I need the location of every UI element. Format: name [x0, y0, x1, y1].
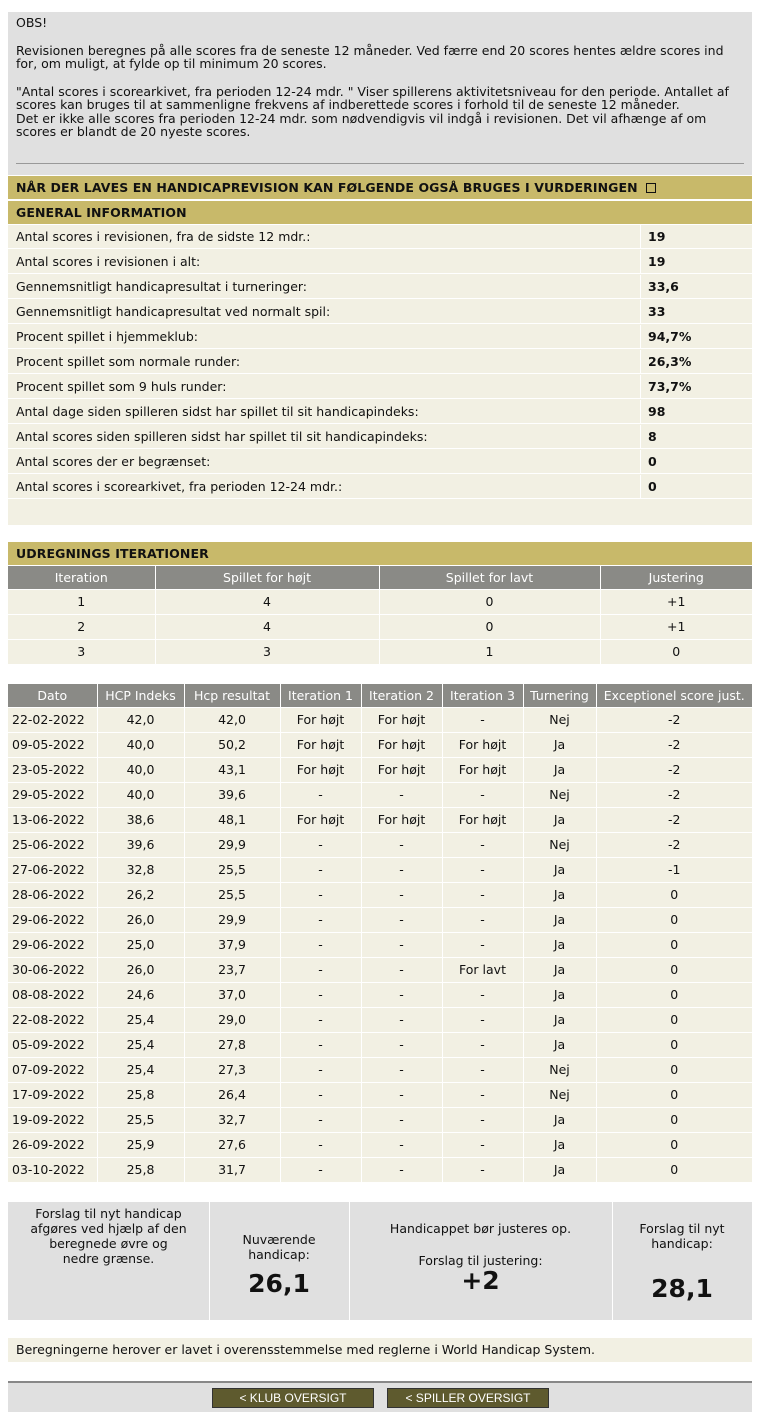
table-cell: 38,6 [97, 807, 184, 832]
table-cell: - [361, 907, 442, 932]
table-cell: 0 [379, 614, 600, 639]
table-cell: - [361, 957, 442, 982]
table-cell: - [442, 932, 523, 957]
table-cell: - [280, 1157, 361, 1182]
info-row [8, 475, 752, 499]
table-cell: - [280, 832, 361, 857]
table-cell: 22-02-2022 [8, 707, 97, 732]
table-row [8, 757, 752, 782]
info-value: 26,3% [648, 354, 692, 369]
bottom-navigation [8, 1381, 752, 1412]
table-cell: 23,7 [184, 957, 280, 982]
checkbox-icon [646, 183, 656, 193]
table-cell: For højt [361, 807, 442, 832]
table-cell: +1 [600, 614, 752, 639]
table-cell: 26-09-2022 [8, 1132, 97, 1157]
table-cell: 28-06-2022 [8, 882, 97, 907]
table-row [8, 982, 752, 1007]
table-cell: Ja [523, 857, 596, 882]
table-cell: 4 [155, 614, 379, 639]
info-value: 33,6 [648, 279, 679, 294]
revision-header [8, 176, 752, 199]
table-cell: 0 [596, 1082, 752, 1107]
info-label: Procent spillet som 9 huls runder: [16, 379, 227, 394]
column-header: Spillet for lavt [379, 566, 600, 589]
table-cell: -2 [596, 807, 752, 832]
table-cell: Nej [523, 1057, 596, 1082]
table-cell: For højt [280, 732, 361, 757]
table-cell: 0 [600, 639, 752, 664]
info-value: 19 [648, 229, 666, 244]
table-cell: For højt [280, 707, 361, 732]
table-row [8, 957, 752, 982]
obs-title: OBS! [16, 15, 48, 30]
table-cell: 40,0 [97, 782, 184, 807]
info-value: 8 [648, 429, 657, 444]
table-cell: - [280, 957, 361, 982]
table-row [8, 589, 752, 614]
table-cell: 25,5 [184, 882, 280, 907]
table-cell: 0 [596, 882, 752, 907]
info-value: 73,7% [648, 379, 692, 394]
table-cell: 25,4 [97, 1057, 184, 1082]
table-cell: 2 [8, 614, 155, 639]
table-cell: Ja [523, 907, 596, 932]
info-row [8, 325, 752, 349]
table-cell: - [280, 782, 361, 807]
table-cell: 13-06-2022 [8, 807, 97, 832]
table-cell: - [442, 1157, 523, 1182]
current-handicap [209, 1202, 349, 1320]
table-cell: 19-09-2022 [8, 1107, 97, 1132]
table-cell: - [361, 1107, 442, 1132]
obs-paragraph-2: "Antal scores i scorearkivet, fra perioden 12-24 mdr. " Viser spillerens aktivitetsniveau for den periode. Antallet af scores kan bruges til at sammenligne frekvens af indberettede scores i forhold til de seneste 12 måneder. [16, 83, 729, 112]
table-cell: 39,6 [184, 782, 280, 807]
table-cell: 25,9 [97, 1132, 184, 1157]
table-cell: - [280, 907, 361, 932]
new-handicap [612, 1202, 752, 1320]
adjustment [349, 1202, 612, 1320]
table-cell: 09-05-2022 [8, 732, 97, 757]
table-cell: 25,5 [97, 1107, 184, 1132]
info-label: Antal scores i revisionen, fra de sidste 12 mdr.: [16, 229, 311, 244]
info-row [8, 450, 752, 474]
adjustment-advice: Handicappet bør justeres op. [389, 1221, 572, 1236]
table-cell: 25,5 [184, 857, 280, 882]
table-cell: Ja [523, 957, 596, 982]
table-row [8, 614, 752, 639]
table-cell: - [280, 882, 361, 907]
table-cell: - [361, 1057, 442, 1082]
table-cell: 0 [596, 982, 752, 1007]
table-cell: +1 [600, 589, 752, 614]
table-cell: Ja [523, 1007, 596, 1032]
table-cell: 42,0 [97, 707, 184, 732]
info-label: Gennemsnitligt handicapresultat i turneringer: [16, 279, 308, 294]
table-row [8, 807, 752, 832]
table-cell: Nej [523, 1082, 596, 1107]
table-row [8, 1032, 752, 1057]
info-row [8, 375, 752, 399]
table-cell: 29,0 [184, 1007, 280, 1032]
table-cell: 48,1 [184, 807, 280, 832]
info-label: Antal scores siden spilleren sidst har spillet til sit handicapindeks: [16, 429, 428, 444]
table-row [8, 857, 752, 882]
table-cell: 27,8 [184, 1032, 280, 1057]
table-cell: - [442, 907, 523, 932]
table-cell: - [442, 1082, 523, 1107]
table-cell: - [280, 1107, 361, 1132]
table-cell: Nej [523, 707, 596, 732]
table-cell: Ja [523, 807, 596, 832]
table-cell: - [361, 782, 442, 807]
info-value: 0 [648, 454, 657, 469]
obs-paragraph-1: Revisionen beregnes på alle scores fra de seneste 12 måneder. Ved færre end 20 scores hentes ældre scores ind for, om muligt, at fylde op til minimum 20 scores. [16, 42, 724, 71]
player-overview-button[interactable]: < SPILLER OVERSIGT [387, 1388, 549, 1408]
table-cell: For lavt [442, 957, 523, 982]
current-handicap-value: 26,1 [248, 1269, 310, 1298]
table-row [8, 907, 752, 932]
footer-note: Beregningerne herover er lavet i overensstemmelse med reglerne i World Handicap System. [8, 1338, 752, 1362]
table-cell: - [280, 1082, 361, 1107]
table-cell: - [442, 982, 523, 1007]
table-cell: - [361, 1032, 442, 1057]
info-row [8, 425, 752, 449]
table-cell: 1 [379, 639, 600, 664]
table-cell: -2 [596, 707, 752, 732]
table-cell: Ja [523, 732, 596, 757]
table-cell: For højt [361, 707, 442, 732]
table-cell: 03-10-2022 [8, 1157, 97, 1182]
table-cell: Ja [523, 882, 596, 907]
table-cell: 37,0 [184, 982, 280, 1007]
iterations-header: UDREGNINGS ITERATIONER [8, 542, 752, 565]
table-cell: 4 [155, 589, 379, 614]
table-cell: - [361, 932, 442, 957]
divider [16, 163, 744, 164]
table-cell: 1 [8, 589, 155, 614]
info-value: 0 [648, 479, 657, 494]
table-cell: - [280, 932, 361, 957]
table-cell: Ja [523, 982, 596, 1007]
table-cell: 05-09-2022 [8, 1032, 97, 1057]
new-handicap-value: 28,1 [651, 1274, 713, 1303]
table-cell: 0 [596, 1057, 752, 1082]
new-handicap-label: Forslag til nyt handicap: [639, 1221, 725, 1251]
table-cell: 43,1 [184, 757, 280, 782]
table-cell: 40,0 [97, 757, 184, 782]
table-row [8, 1007, 752, 1032]
table-cell: 22-08-2022 [8, 1007, 97, 1032]
club-overview-button[interactable]: < KLUB OVERSIGT [212, 1388, 374, 1408]
scores-table [8, 684, 752, 1182]
table-cell: 25,4 [97, 1032, 184, 1057]
table-cell: 29-06-2022 [8, 907, 97, 932]
table-cell: - [442, 1107, 523, 1132]
info-label: Antal scores der er begrænset: [16, 454, 211, 469]
info-label: Procent spillet i hjemmeklub: [16, 329, 198, 344]
table-row [8, 932, 752, 957]
table-cell: Ja [523, 757, 596, 782]
column-header: Spillet for højt [155, 566, 379, 589]
table-cell: - [280, 857, 361, 882]
table-cell: For højt [361, 757, 442, 782]
adjustment-value: +2 [461, 1266, 500, 1295]
table-cell: - [442, 1132, 523, 1157]
info-row [8, 300, 752, 324]
table-cell: - [442, 832, 523, 857]
table-row [8, 1107, 752, 1132]
info-label: Antal scores i scorearkivet, fra perioden 12-24 mdr.: [16, 479, 343, 494]
table-cell: 40,0 [97, 732, 184, 757]
info-value: 94,7% [648, 329, 692, 344]
table-cell: 25,4 [97, 1007, 184, 1032]
table-cell: Ja [523, 1157, 596, 1182]
table-cell: - [361, 1007, 442, 1032]
info-label: Antal scores i revisionen i alt: [16, 254, 201, 269]
table-cell: - [361, 1157, 442, 1182]
table-cell: -2 [596, 832, 752, 857]
table-cell: 30-06-2022 [8, 957, 97, 982]
table-cell: Nej [523, 832, 596, 857]
table-cell: 0 [596, 907, 752, 932]
table-cell: - [361, 1132, 442, 1157]
info-label: Procent spillet som normale runder: [16, 354, 241, 369]
table-cell: - [361, 832, 442, 857]
table-cell: 0 [596, 1007, 752, 1032]
column-header: Iteration 3 [442, 684, 523, 707]
table-cell: - [442, 1007, 523, 1032]
info-row [8, 275, 752, 299]
table-row [8, 1082, 752, 1107]
handicap-summary [8, 1202, 752, 1320]
table-cell: 32,8 [97, 857, 184, 882]
table-cell: -2 [596, 732, 752, 757]
summary-note: Forslag til nyt handicap afgøres ved hjælp af den beregnede øvre og nedre grænse. [30, 1206, 187, 1266]
column-header: Turnering [523, 684, 596, 707]
column-header: Exceptionel score just. [596, 684, 752, 707]
table-cell: 50,2 [184, 732, 280, 757]
table-cell: 26,0 [97, 907, 184, 932]
table-cell: 25-06-2022 [8, 832, 97, 857]
table-cell: Ja [523, 1107, 596, 1132]
table-row [8, 1157, 752, 1182]
table-cell: 26,4 [184, 1082, 280, 1107]
table-cell: For højt [442, 807, 523, 832]
table-cell: 0 [596, 1107, 752, 1132]
table-cell: - [280, 982, 361, 1007]
table-cell: - [442, 707, 523, 732]
table-cell: 0 [596, 1132, 752, 1157]
column-header: Iteration 2 [361, 684, 442, 707]
table-cell: For højt [442, 732, 523, 757]
obs-paragraph-3: Det er ikke alle scores fra perioden 12-24 mdr. som nødvendigvis vil indgå i revisionen. Det vil afhænge af om scores er blandt de 20 nyeste scores. [16, 110, 707, 139]
table-cell: 23-05-2022 [8, 757, 97, 782]
table-cell: For højt [280, 757, 361, 782]
table-cell: Ja [523, 1132, 596, 1157]
table-cell: - [280, 1057, 361, 1082]
info-label: Antal dage siden spilleren sidst har spillet til sit handicapindeks: [16, 404, 419, 419]
table-cell: 08-08-2022 [8, 982, 97, 1007]
table-cell: 25,8 [97, 1082, 184, 1107]
table-cell: 0 [596, 1157, 752, 1182]
info-value: 33 [648, 304, 666, 319]
table-cell: 27,3 [184, 1057, 280, 1082]
table-cell: - [280, 1132, 361, 1157]
table-cell: - [361, 882, 442, 907]
table-row [8, 882, 752, 907]
table-cell: 27,6 [184, 1132, 280, 1157]
column-header: Hcp resultat [184, 684, 280, 707]
table-row [8, 732, 752, 757]
table-cell: 29-05-2022 [8, 782, 97, 807]
table-cell: - [280, 1007, 361, 1032]
table-cell: -2 [596, 782, 752, 807]
table-cell: 0 [596, 932, 752, 957]
table-cell: - [442, 1057, 523, 1082]
table-cell: 42,0 [184, 707, 280, 732]
table-cell: 27-06-2022 [8, 857, 97, 882]
table-cell: 29,9 [184, 907, 280, 932]
current-handicap-label: Nuværende handicap: [242, 1232, 316, 1262]
table-cell: - [361, 982, 442, 1007]
table-cell: 0 [379, 589, 600, 614]
table-cell: 3 [155, 639, 379, 664]
table-cell: For højt [442, 757, 523, 782]
column-header: Dato [8, 684, 97, 707]
table-cell: Ja [523, 932, 596, 957]
table-row [8, 639, 752, 664]
table-cell: 29,9 [184, 832, 280, 857]
info-label: Gennemsnitligt handicapresultat ved normalt spil: [16, 304, 331, 319]
table-cell: 25,8 [97, 1157, 184, 1182]
table-cell: 26,2 [97, 882, 184, 907]
info-row [8, 250, 752, 274]
table-cell: 26,0 [97, 957, 184, 982]
table-cell: 24,6 [97, 982, 184, 1007]
table-cell: - [442, 782, 523, 807]
iterations-table [8, 566, 752, 664]
table-cell: 25,0 [97, 932, 184, 957]
table-cell: 0 [596, 1032, 752, 1057]
table-cell: 07-09-2022 [8, 1057, 97, 1082]
info-value: 19 [648, 254, 666, 269]
general-information-list [8, 225, 752, 525]
table-cell: Ja [523, 1032, 596, 1057]
obs-notice [8, 12, 752, 175]
table-cell: 0 [596, 957, 752, 982]
info-value: 98 [648, 404, 666, 419]
column-header: HCP Indeks [97, 684, 184, 707]
table-cell: - [361, 857, 442, 882]
table-cell: 17-09-2022 [8, 1082, 97, 1107]
column-header: Iteration 1 [280, 684, 361, 707]
table-cell: 29-06-2022 [8, 932, 97, 957]
table-cell: 39,6 [97, 832, 184, 857]
table-cell: -1 [596, 857, 752, 882]
revision-header-text: NÅR DER LAVES EN HANDICAPREVISION KAN FØLGENDE OGSÅ BRUGES I VURDERINGEN [16, 180, 638, 195]
table-row [8, 832, 752, 857]
adjustment-label: Forslag til justering: [418, 1253, 543, 1268]
table-cell: - [361, 1082, 442, 1107]
table-cell: 31,7 [184, 1157, 280, 1182]
table-row [8, 1057, 752, 1082]
table-cell: - [442, 882, 523, 907]
table-cell: - [442, 1032, 523, 1057]
table-cell: -2 [596, 757, 752, 782]
column-header: Justering [600, 566, 752, 589]
table-cell: For højt [280, 807, 361, 832]
info-row [8, 225, 752, 249]
table-cell: 37,9 [184, 932, 280, 957]
info-row [8, 350, 752, 374]
table-row [8, 707, 752, 732]
table-cell: - [442, 857, 523, 882]
table-cell: Nej [523, 782, 596, 807]
column-header: Iteration [8, 566, 155, 589]
info-row [8, 400, 752, 424]
table-row [8, 782, 752, 807]
table-cell: - [280, 1032, 361, 1057]
table-row [8, 1132, 752, 1157]
table-cell: 3 [8, 639, 155, 664]
general-information-header: GENERAL INFORMATION [8, 201, 752, 224]
table-cell: 32,7 [184, 1107, 280, 1132]
table-cell: For højt [361, 732, 442, 757]
